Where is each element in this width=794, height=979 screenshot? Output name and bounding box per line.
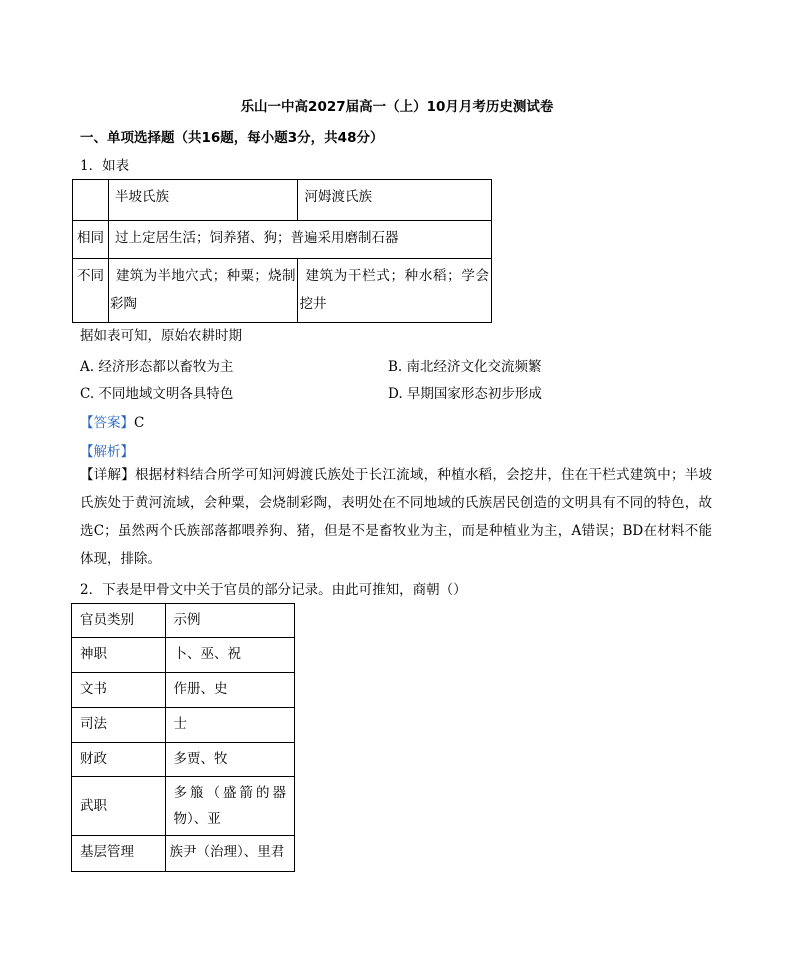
q2-table-row [72,836,295,872]
q2-stem: 2．下表是甲骨文中关于官员的部分记录。由此可推知，商朝（） [80,582,467,598]
q1-option-d: D. 早期国家形态初步形成 [388,386,542,402]
q2-row-category: 武职 [72,777,166,836]
q2-row-example: 作册、史 [165,673,294,708]
q2-row-example: 多贾、牧 [165,743,294,777]
q2-table-row [72,708,295,743]
q2-row-category: 文书 [72,673,166,708]
q1-table-diff-row [73,259,492,323]
q1-table-diff-label: 不同 [73,259,109,323]
q1-table-same-row [73,221,492,259]
section-heading: 一、单项选择题（共16题，每小题3分，共48分） [80,130,384,146]
q2-row-example: 多箙（盛箭的器物）、亚 [165,777,294,836]
detail-tag: 【详解】 [80,467,135,483]
q2-row-example: 示例 [165,604,294,638]
answer-tag: 【答案】 [80,415,134,431]
q2-row-category: 官员类别 [72,604,166,638]
q2-row-example: 士 [165,708,294,743]
q1-table-corner-cell [73,180,109,221]
q2-table-row [72,743,295,777]
q2-table-row [72,638,295,673]
q1-table-same-label: 相同 [73,221,109,259]
q1-table-same-text: 过上定居生活；饲养猪、狗；普遍采用磨制石器 [108,221,491,259]
q1-option-a: A. 经济形态都以畜牧为主 [80,359,234,375]
q1-option-b: B. 南北经济文化交流频繁 [388,359,542,375]
q2-row-category: 基层管理 [72,836,166,872]
q1-table-diff-hemudu: 建筑为干栏式；种水稻；学会挖井 [298,259,492,323]
analysis-tag: 【解析】 [80,444,134,460]
q2-row-category: 司法 [72,708,166,743]
q1-stem: 1．如表 [80,158,130,174]
q2-table-row [72,673,295,708]
q2-row-category: 财政 [72,743,166,777]
q1-table-diff-banpo: 建筑为半地穴式；种粟；烧制彩陶 [108,259,298,323]
q2-table-row [72,604,295,638]
q1-table-header-row [73,180,492,221]
exam-title: 乐山一中高2027届高一（上）10月月考历史测试卷 [240,99,554,115]
detail-text: 根据材料结合所学可知河姆渡氏族处于长江流域，种植水稻，会挖井，住在干栏式建筑中；半坡氏族处于黄河流域，会种粟，会烧制彩陶，表明处在不同地域的氏族居民创造的文明具有不同的特色，故选C；虽然两个氏族部落都喂养狗、猪，但是不是畜牧业为主，而是种植业为主，A错误；BD在材料不能体现，排除。 [80,467,713,567]
q2-row-category: 神职 [72,638,166,673]
q2-table-row [72,777,295,836]
q1-after-text: 据如表可知，原始农耕时期 [80,328,242,344]
q1-detail-paragraph [80,461,712,573]
q2-row-example: 卜、巫、祝 [165,638,294,673]
q2-table [71,603,295,872]
q1-table [72,179,492,323]
answer-value: C [134,415,145,431]
q1-table-header-hemudu: 河姆渡氏族 [298,180,492,221]
q1-table-header-banpo: 半坡氏族 [108,180,298,221]
q1-answer-line [80,411,144,431]
q2-row-example: 族尹（治理）、里君 [165,836,294,872]
q1-option-c: C. 不同地域文明各具特色 [80,386,234,402]
